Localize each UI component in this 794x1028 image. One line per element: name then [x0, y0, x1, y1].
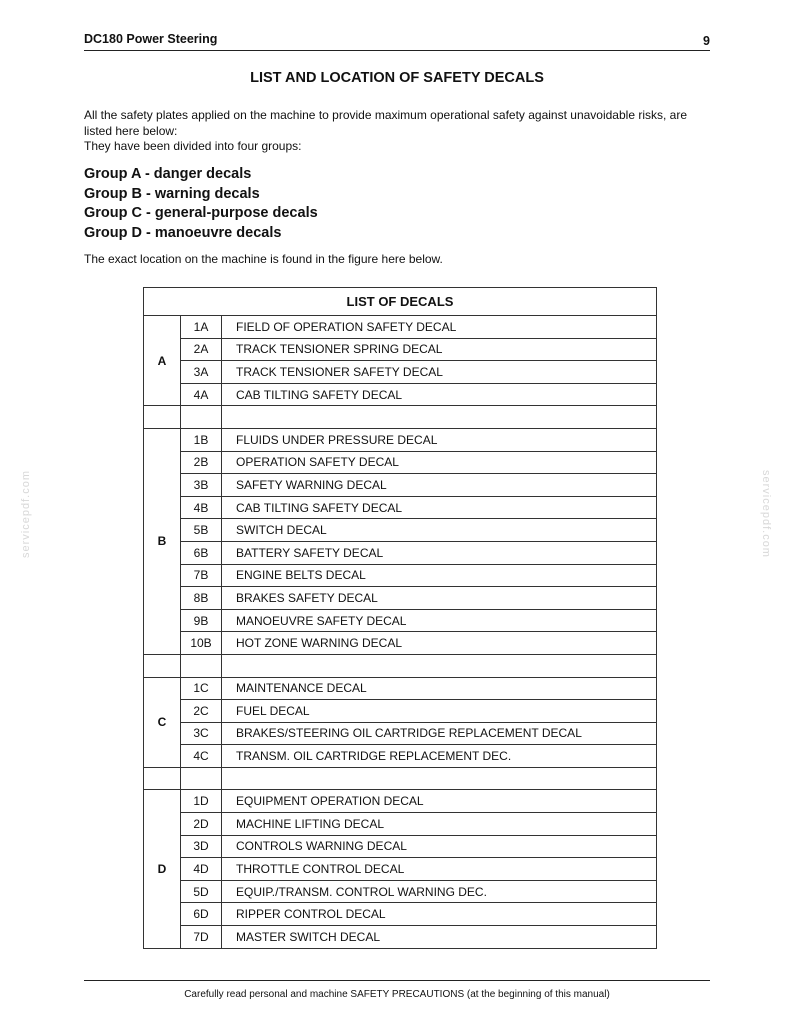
manual-title: DC180 Power Steering: [84, 32, 218, 46]
group-cell: C: [144, 677, 181, 767]
table-row: [144, 383, 657, 406]
table-row: [144, 700, 657, 723]
table-row: [144, 813, 657, 836]
decal-description-cell: CAB TILTING SAFETY DECAL: [222, 496, 657, 519]
decal-description-cell: HOT ZONE WARNING DECAL: [222, 632, 657, 655]
table-row: [144, 338, 657, 361]
decal-code-cell: 4C: [181, 745, 222, 768]
decal-code-cell: 2A: [181, 338, 222, 361]
spacer-row: [144, 654, 657, 677]
decal-code-cell: 1D: [181, 790, 222, 813]
decal-code-cell: 2B: [181, 451, 222, 474]
empty-cell: [222, 406, 657, 429]
footer-divider: [84, 980, 710, 981]
page-header: [84, 30, 710, 51]
decal-description-cell: BRAKES/STEERING OIL CARTRIDGE REPLACEMENT DECAL: [222, 722, 657, 745]
decal-description-cell: SAFETY WARNING DECAL: [222, 474, 657, 497]
decal-code-cell: 7D: [181, 926, 222, 949]
decal-description-cell: FIELD OF OPERATION SAFETY DECAL: [222, 316, 657, 339]
spacer-row: [144, 767, 657, 790]
page-footer: Carefully read personal and machine SAFETY PRECAUTIONS (at the beginning of this manual): [184, 989, 610, 1000]
intro-paragraph: They have been divided into four groups:: [84, 139, 302, 153]
decal-description-cell: BATTERY SAFETY DECAL: [222, 541, 657, 564]
empty-cell: [181, 406, 222, 429]
decal-description-cell: OPERATION SAFETY DECAL: [222, 451, 657, 474]
watermark: servicepdf.com: [760, 470, 772, 558]
decal-code-cell: 5D: [181, 880, 222, 903]
group-item: Group D - manoeuvre decals: [84, 224, 282, 241]
decal-code-cell: 4A: [181, 383, 222, 406]
group-item: Group C - general-purpose decals: [84, 205, 318, 221]
decal-code-cell: 2C: [181, 700, 222, 723]
decal-code-cell: 5B: [181, 519, 222, 542]
table-heading: LIST OF DECALS: [144, 288, 657, 316]
table-row: [144, 835, 657, 858]
intro-paragraph: All the safety plates applied on the machine to provide maximum operational safety against unavoidable risks, are listed here below:: [84, 108, 688, 138]
table-row: [144, 541, 657, 564]
decal-description-cell: EQUIP./TRANSM. CONTROL WARNING DEC.: [222, 880, 657, 903]
decal-description-cell: ENGINE BELTS DECAL: [222, 564, 657, 587]
watermark: servicepdf.com: [20, 470, 32, 558]
group-item: Group A - danger decals: [84, 166, 252, 182]
decal-description-cell: THROTTLE CONTROL DECAL: [222, 858, 657, 881]
empty-cell: [181, 767, 222, 790]
table-row: [144, 564, 657, 587]
table-row: [144, 428, 657, 451]
table-row: [144, 632, 657, 655]
table-row: [144, 316, 657, 339]
empty-cell: [181, 654, 222, 677]
decal-code-cell: 3A: [181, 361, 222, 384]
spacer-row: [144, 406, 657, 429]
table-row: [144, 677, 657, 700]
decal-code-cell: 7B: [181, 564, 222, 587]
decal-description-cell: MAINTENANCE DECAL: [222, 677, 657, 700]
decal-code-cell: 4D: [181, 858, 222, 881]
table-row: [144, 361, 657, 384]
empty-cell: [144, 654, 181, 677]
group-list: [84, 165, 318, 243]
decal-description-cell: FLUIDS UNDER PRESSURE DECAL: [222, 428, 657, 451]
decal-description-cell: RIPPER CONTROL DECAL: [222, 903, 657, 926]
decal-code-cell: 10B: [181, 632, 222, 655]
group-cell: B: [144, 428, 181, 654]
decal-description-cell: TRACK TENSIONER SAFETY DECAL: [222, 361, 657, 384]
decal-code-cell: 3B: [181, 474, 222, 497]
table-row: [144, 858, 657, 881]
decal-code-cell: 1A: [181, 316, 222, 339]
table-row: [144, 474, 657, 497]
table-row: [144, 722, 657, 745]
decal-description-cell: EQUIPMENT OPERATION DECAL: [222, 790, 657, 813]
decals-table: [143, 287, 657, 949]
empty-cell: [222, 767, 657, 790]
decal-description-cell: MASTER SWITCH DECAL: [222, 926, 657, 949]
decal-description-cell: CONTROLS WARNING DECAL: [222, 835, 657, 858]
decal-description-cell: MACHINE LIFTING DECAL: [222, 813, 657, 836]
decals-table-body: [144, 316, 657, 949]
page-title: LIST AND LOCATION OF SAFETY DECALS: [250, 70, 544, 86]
decal-description-cell: TRANSM. OIL CARTRIDGE REPLACEMENT DEC.: [222, 745, 657, 768]
page-number: 9: [703, 34, 710, 48]
decal-description-cell: FUEL DECAL: [222, 700, 657, 723]
table-row: [144, 926, 657, 949]
decal-code-cell: 3D: [181, 835, 222, 858]
decal-description-cell: SWITCH DECAL: [222, 519, 657, 542]
table-row: [144, 745, 657, 768]
table-row: [144, 587, 657, 610]
table-row: [144, 609, 657, 632]
decal-code-cell: 3C: [181, 722, 222, 745]
decal-description-cell: MANOEUVRE SAFETY DECAL: [222, 609, 657, 632]
decal-description-cell: TRACK TENSIONER SPRING DECAL: [222, 338, 657, 361]
empty-cell: [144, 767, 181, 790]
decal-code-cell: 6D: [181, 903, 222, 926]
decal-code-cell: 8B: [181, 587, 222, 610]
decal-code-cell: 1B: [181, 428, 222, 451]
table-row: [144, 496, 657, 519]
group-cell: A: [144, 316, 181, 406]
empty-cell: [222, 654, 657, 677]
empty-cell: [144, 406, 181, 429]
intro-text: [84, 108, 714, 155]
table-row: [144, 903, 657, 926]
table-row: [144, 451, 657, 474]
decal-code-cell: 1C: [181, 677, 222, 700]
decal-description-cell: CAB TILTING SAFETY DECAL: [222, 383, 657, 406]
decal-description-cell: BRAKES SAFETY DECAL: [222, 587, 657, 610]
group-cell: D: [144, 790, 181, 948]
table-row: [144, 790, 657, 813]
location-note: The exact location on the machine is found in the figure here below.: [84, 252, 443, 266]
table-row: [144, 880, 657, 903]
decal-code-cell: 6B: [181, 541, 222, 564]
group-item: Group B - warning decals: [84, 185, 260, 202]
decal-code-cell: 2D: [181, 813, 222, 836]
decal-code-cell: 4B: [181, 496, 222, 519]
table-row: [144, 519, 657, 542]
decal-code-cell: 9B: [181, 609, 222, 632]
